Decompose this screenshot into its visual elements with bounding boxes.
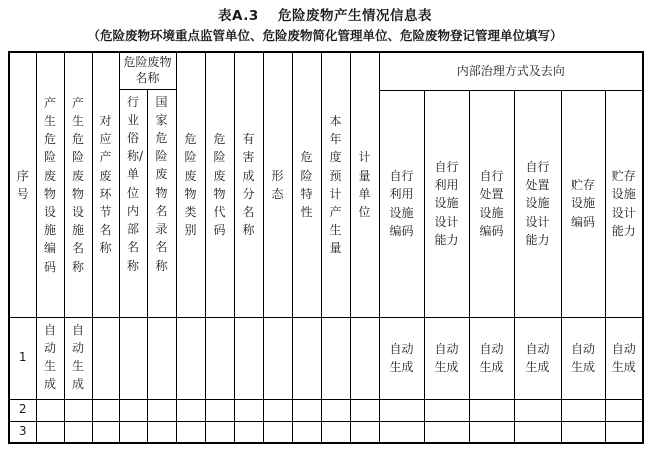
- header-common-name: 行业俗称/单位内部名称: [119, 89, 147, 317]
- header-facility-code: 产生危险废物设施编码: [36, 52, 64, 317]
- table-title: 表A.3 危险废物产生情况信息表: [218, 8, 432, 24]
- header-reuse-capacity: 自行利用设施设计能力: [424, 90, 469, 317]
- cell-seq: 1: [9, 317, 36, 399]
- header-property: 危险特性: [292, 52, 321, 317]
- cell-seq: 2: [9, 399, 36, 421]
- cell-harmful: [234, 317, 263, 399]
- header-dispose-capacity: 自行处置设施设计能力: [514, 90, 561, 317]
- header-waste-name-group: 危险废物名称: [119, 52, 176, 89]
- cell-facility-code: 自动生成: [36, 317, 64, 399]
- cell-reuse-code: 自动生成: [379, 317, 424, 399]
- table-subtitle: （危险废物环境重点监管单位、危险废物简化管理单位、危险废物登记管理单位填写）: [87, 28, 563, 43]
- header-facility-name: 产生危险废物设施名称: [64, 52, 92, 317]
- header-process: 对应产废环节名称: [92, 52, 119, 317]
- cell-reuse-capacity: 自动生成: [424, 317, 469, 399]
- header-store-capacity: 贮存设施设计能力: [605, 90, 643, 317]
- cell-property: [292, 317, 321, 399]
- cell-annual-estimate: [321, 317, 350, 399]
- cell-dispose-code: 自动生成: [469, 317, 514, 399]
- header-dispose-code: 自行处置设施编码: [469, 90, 514, 317]
- header-national-name: 国家危险废物名录名称: [147, 89, 176, 317]
- cell-store-code: 自动生成: [561, 317, 605, 399]
- header-category: 危险废物类别: [176, 52, 205, 317]
- table-row: [9, 399, 643, 421]
- header-seq: 序号: [9, 52, 36, 317]
- cell-facility-name: 自动生成: [64, 317, 92, 399]
- header-internal-group: 内部治理方式及去向: [379, 52, 643, 90]
- cell-form: [263, 317, 292, 399]
- cell-code: [205, 317, 234, 399]
- cell-seq: 3: [9, 421, 36, 443]
- header-unit: 计量单位: [350, 52, 379, 317]
- cell-process: [92, 317, 119, 399]
- cell-store-capacity: 自动生成: [605, 317, 643, 399]
- table-row: [9, 421, 643, 443]
- header-store-code: 贮存设施编码: [561, 90, 605, 317]
- table-row: [9, 317, 643, 399]
- hazardous-waste-table: [8, 51, 644, 444]
- cell-category: [176, 317, 205, 399]
- header-annual-estimate: 本年度预计产生量: [321, 52, 350, 317]
- header-reuse-code: 自行利用设施编码: [379, 90, 424, 317]
- cell-common-name: [119, 317, 147, 399]
- header-harmful: 有害成分名称: [234, 52, 263, 317]
- cell-unit: [350, 317, 379, 399]
- cell-national-name: [147, 317, 176, 399]
- cell-dispose-capacity: 自动生成: [514, 317, 561, 399]
- header-code: 危险废物代码: [205, 52, 234, 317]
- header-form: 形态: [263, 52, 292, 317]
